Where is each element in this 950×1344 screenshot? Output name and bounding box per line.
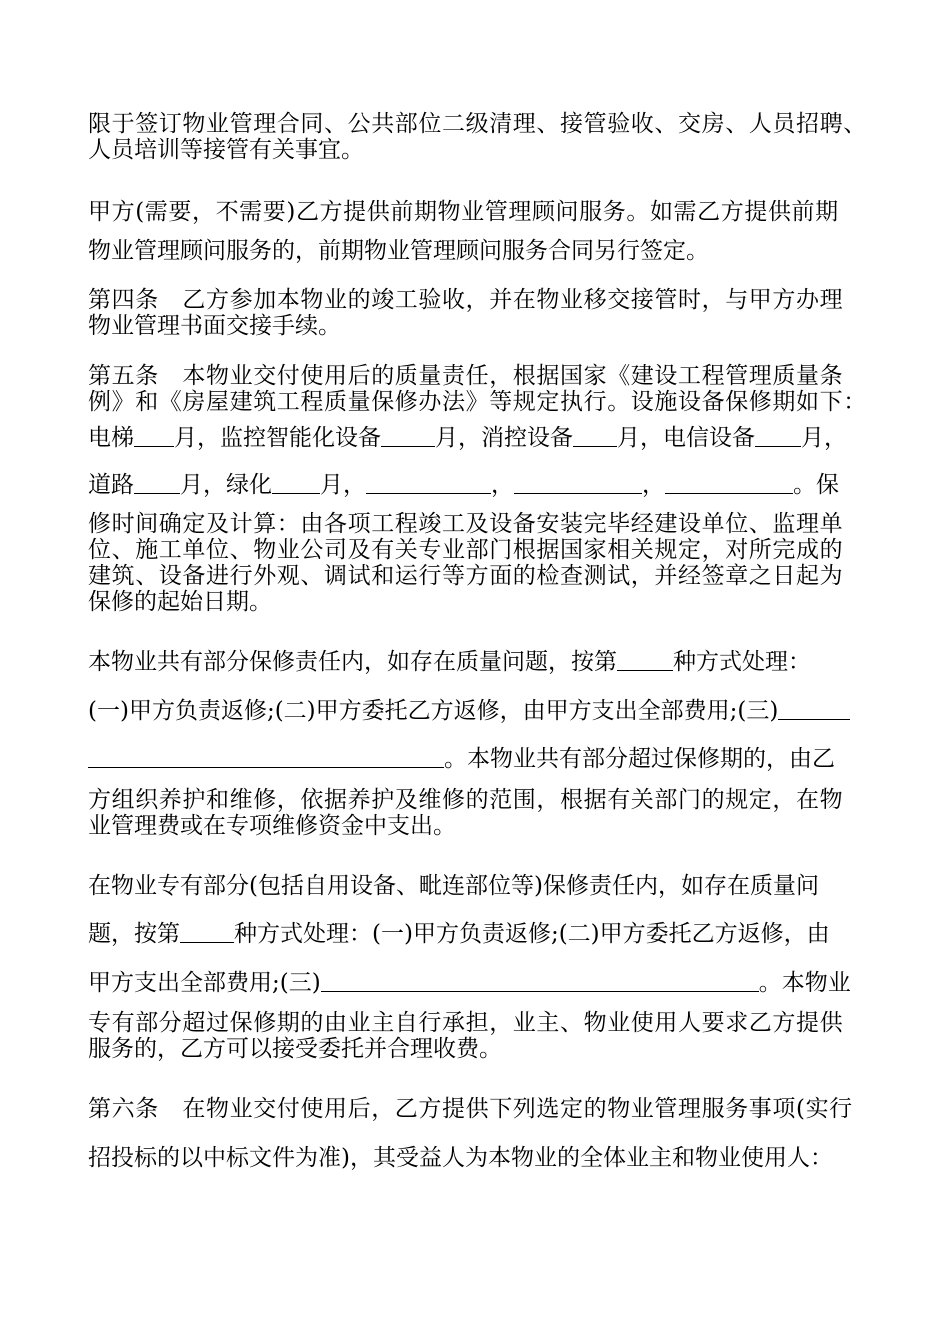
blank-field[interactable] — [272, 473, 320, 494]
private-part-line: 在物业专有部分(包括自用设备、毗连部位等)保修责任内，如存在质量问 — [88, 873, 819, 899]
blank-field[interactable] — [573, 426, 617, 447]
blank-field[interactable] — [514, 473, 642, 494]
blank-field[interactable] — [778, 699, 850, 720]
blank-field[interactable] — [381, 426, 435, 447]
blank-field[interactable] — [321, 971, 759, 992]
blank-field[interactable] — [366, 473, 491, 494]
common-part-line: 业管理费或在专项维修资金中支出。 — [88, 813, 456, 839]
paragraph-line: 限于签订物业管理合同、公共部位二级清理、接管验收、交房、人员招聘、 — [88, 111, 867, 137]
paragraph-line: 甲方(需要，不需要)乙方提供前期物业管理顾问服务。如需乙方提供前期 — [88, 199, 839, 225]
private-part-line: 甲方支出全部费用;(三) 。本物业 — [88, 970, 851, 996]
common-part-line: 。本物业共有部分超过保修期的，由乙 — [88, 746, 868, 772]
common-part-line: 本物业共有部分保修责任内，如存在质量问题，按第 种方式处理： — [88, 649, 811, 675]
blank-field[interactable] — [88, 747, 444, 768]
warranty-periods-line: 电梯 月，监控智能化设备 月，消控设备 月，电信设备 月， — [88, 425, 847, 451]
article-5-line: 第五条 本物业交付使用后的质量责任，根据国家《建设工程管理质量条 — [88, 363, 844, 389]
article-5-line: 保修的起始日期。 — [88, 589, 272, 615]
private-part-line: 服务的，乙方可以接受委托并合理收费。 — [88, 1036, 502, 1062]
paragraph-line: 物业管理顾问服务的，前期物业管理顾问服务合同另行签定。 — [88, 238, 709, 264]
blank-field[interactable] — [134, 426, 174, 447]
article-4-line: 物业管理书面交接手续。 — [88, 313, 341, 339]
blank-field[interactable] — [134, 473, 180, 494]
common-part-line: (一)甲方负责返修;(二)甲方委托乙方返修，由甲方支出全部费用;(三) — [88, 698, 868, 724]
common-part-line: 方组织养护和维修，依据养护及维修的范围，根据有关部门的规定，在物 — [88, 787, 844, 813]
article-5-line: 建筑、设备进行外观、调试和运行等方面的检查测试，并经签章之日起为 — [88, 563, 844, 589]
article-5-line: 例》和《房屋建筑工程质量保修办法》等规定执行。设施设备保修期如下： — [88, 389, 867, 415]
warranty-periods-line: 道路 月，绿化 月， ， ， 。保 — [88, 472, 839, 498]
article-4-line: 第四条 乙方参加本物业的竣工验收，并在物业移交接管时，与甲方办理 — [88, 287, 844, 313]
private-part-line: 专有部分超过保修期的由业主自行承担，业主、物业使用人要求乙方提供 — [88, 1010, 844, 1036]
blank-field[interactable] — [617, 650, 673, 671]
article-6-line: 第六条 在物业交付使用后，乙方提供下列选定的物业管理服务事项(实行 — [88, 1096, 853, 1122]
article-5-line: 修时间确定及计算：由各项工程竣工及设备安装完毕经建设单位、监理单 — [88, 511, 844, 537]
blank-field[interactable] — [180, 922, 234, 943]
article-6-line: 招投标的以中标文件为准)，其受益人为本物业的全体业主和物业使用人： — [88, 1145, 833, 1171]
blank-field[interactable] — [665, 473, 793, 494]
article-5-line: 位、施工单位、物业公司及有关专业部门根据国家相关规定，对所完成的 — [88, 537, 844, 563]
paragraph-line: 人员培训等接管有关事宜。 — [88, 137, 364, 163]
blank-field[interactable] — [755, 426, 801, 447]
private-part-line: 题，按第 种方式处理：(一)甲方负责返修;(二)甲方委托乙方返修，由 — [88, 921, 830, 947]
